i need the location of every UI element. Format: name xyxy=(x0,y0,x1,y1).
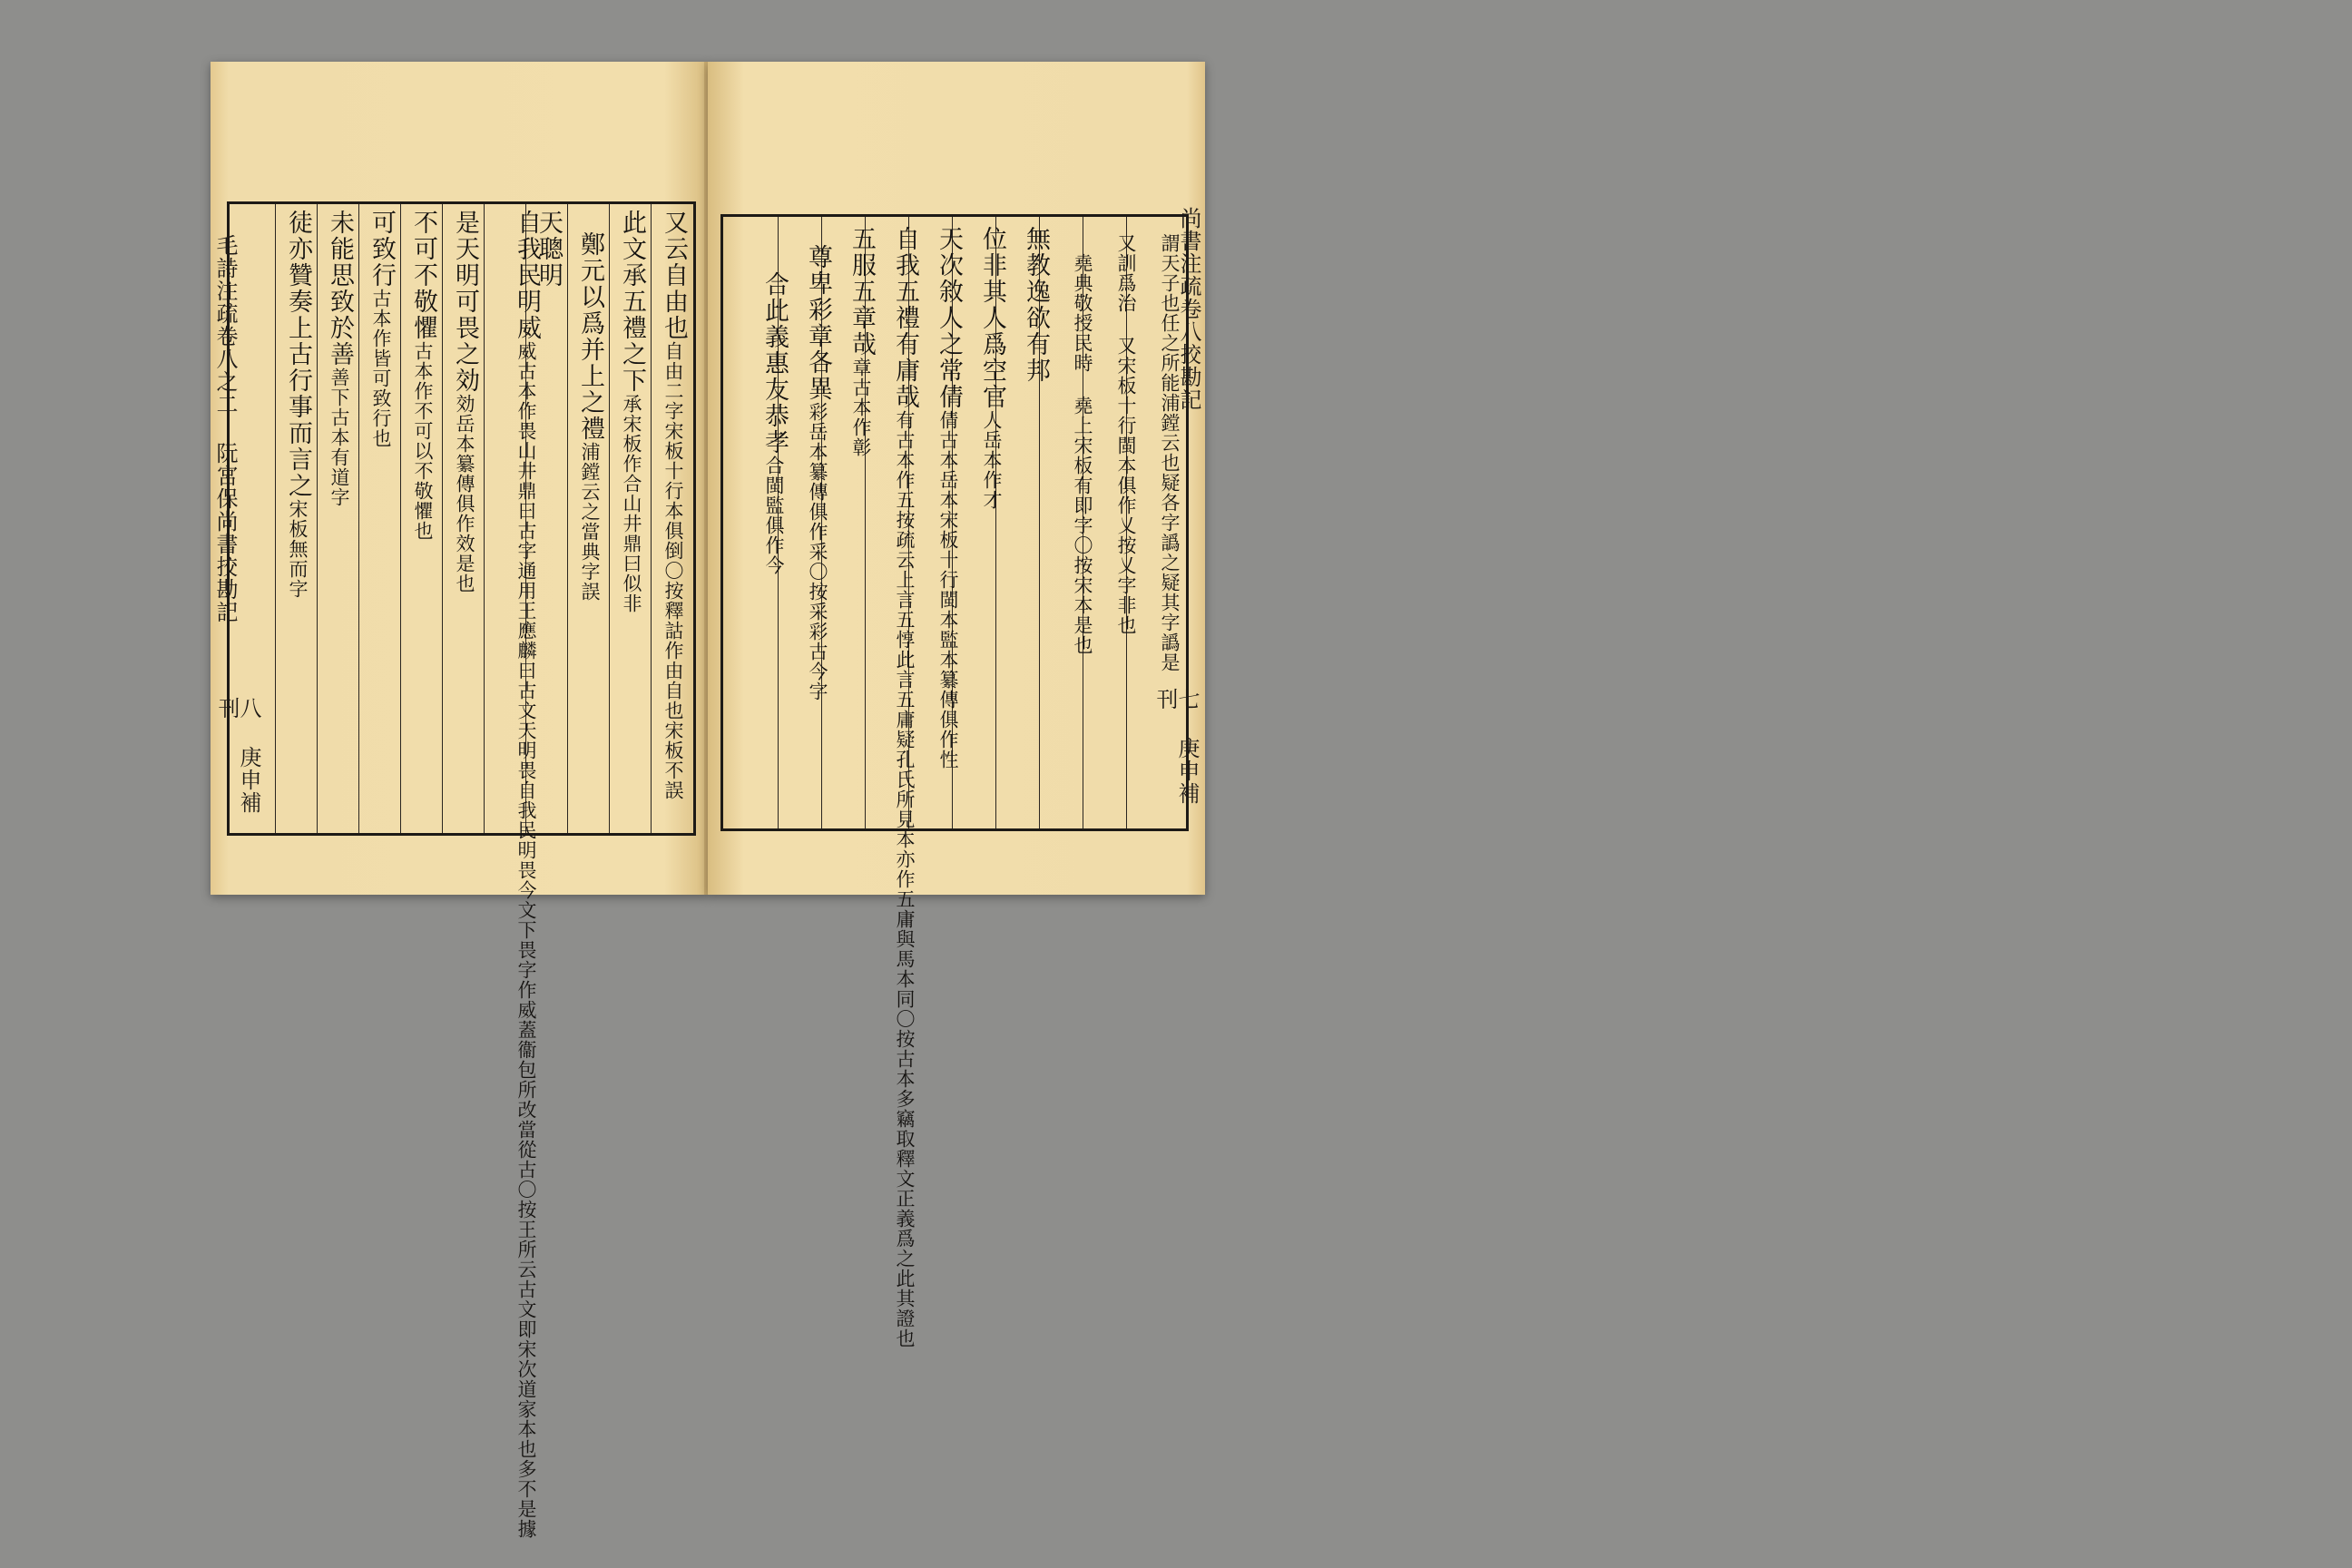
left-column-5: 自我民明威威古本作畏山井鼎曰古字通用王應麟曰古文天明畏自我民明畏今文下畏字作威蓋衞包所改當從古〇按王所云古文即宋次道家本也多不是據 xyxy=(513,210,541,1539)
right-margin-title: 尚書注疏卷八挍勘記 xyxy=(1176,207,1201,411)
right-column-2: 又訓爲治 又宋板十行閩本俱作乂按乂字非也 xyxy=(1115,233,1137,635)
right-column-6: 天次敘人之常倩倩古本岳本宋板十行閩本監本纂傳俱作性 xyxy=(935,226,963,769)
left-column-9: 未能思致於善善下古本有道字 xyxy=(326,210,354,507)
left-column-3: 鄭元以爲并上之禮浦鏜云之當典字誤 xyxy=(576,231,604,602)
left-page xyxy=(211,62,708,1539)
right-folio: 七 庚申補刊 xyxy=(1152,688,1200,805)
right-column-3: 堯典敬授民時 堯上宋板有即字〇按宋本是也 xyxy=(1072,253,1093,655)
right-column-5: 位非其人爲空官人岳本作才 xyxy=(978,226,1006,510)
right-column-1: 謂天子也任之所能浦鏜云也疑各字譌之疑其字譌是 xyxy=(1159,233,1181,672)
left-column-8: 可致行古本作皆可致行也 xyxy=(368,210,396,448)
right-column-10: 合此義惠友恭孝合閩監俱作今 xyxy=(760,271,789,575)
right-column-9: 尊卑彩章各異彩岳本纂傳俱作采〇按采彩古今字 xyxy=(804,244,832,701)
left-text-frame xyxy=(227,201,696,1539)
open-book xyxy=(211,62,1205,1539)
left-folio: 八 庚申補刊 xyxy=(214,697,261,814)
right-page xyxy=(708,62,1205,1348)
left-column-7: 不可不敬懼古本作不可以不敬懼也 xyxy=(409,210,437,541)
left-column-6: 是天明可畏之効効岳本纂傳俱作效是也 xyxy=(451,210,479,593)
right-text-frame xyxy=(720,214,1189,1348)
right-column-7: 自我五禮有庸哉有古本作五按疏云上言五惇此言五庸疑孔氏所見本亦作五庸與馬本同〇按古本多竊取釋文正義爲之此其證也 xyxy=(891,226,919,1348)
right-column-8: 五服五章哉章古本作彰 xyxy=(848,226,876,457)
left-margin-title: 毛詩注疏卷八之二 阮宮保尚書挍勘記 xyxy=(212,234,238,623)
left-column-10: 徒亦贊奏上古行事而言之宋板無而字 xyxy=(284,210,312,599)
left-column-4: 天聰明 xyxy=(534,210,563,289)
left-column-2: 此文承五禮之下承宋板作合山井鼎曰似非 xyxy=(618,210,646,613)
left-column-1: 又云自由也自由二字宋板十行本俱倒〇按釋詁作由自也宋板不誤 xyxy=(660,210,688,800)
right-column-4: 無教逸欲有邦 xyxy=(1022,226,1050,384)
